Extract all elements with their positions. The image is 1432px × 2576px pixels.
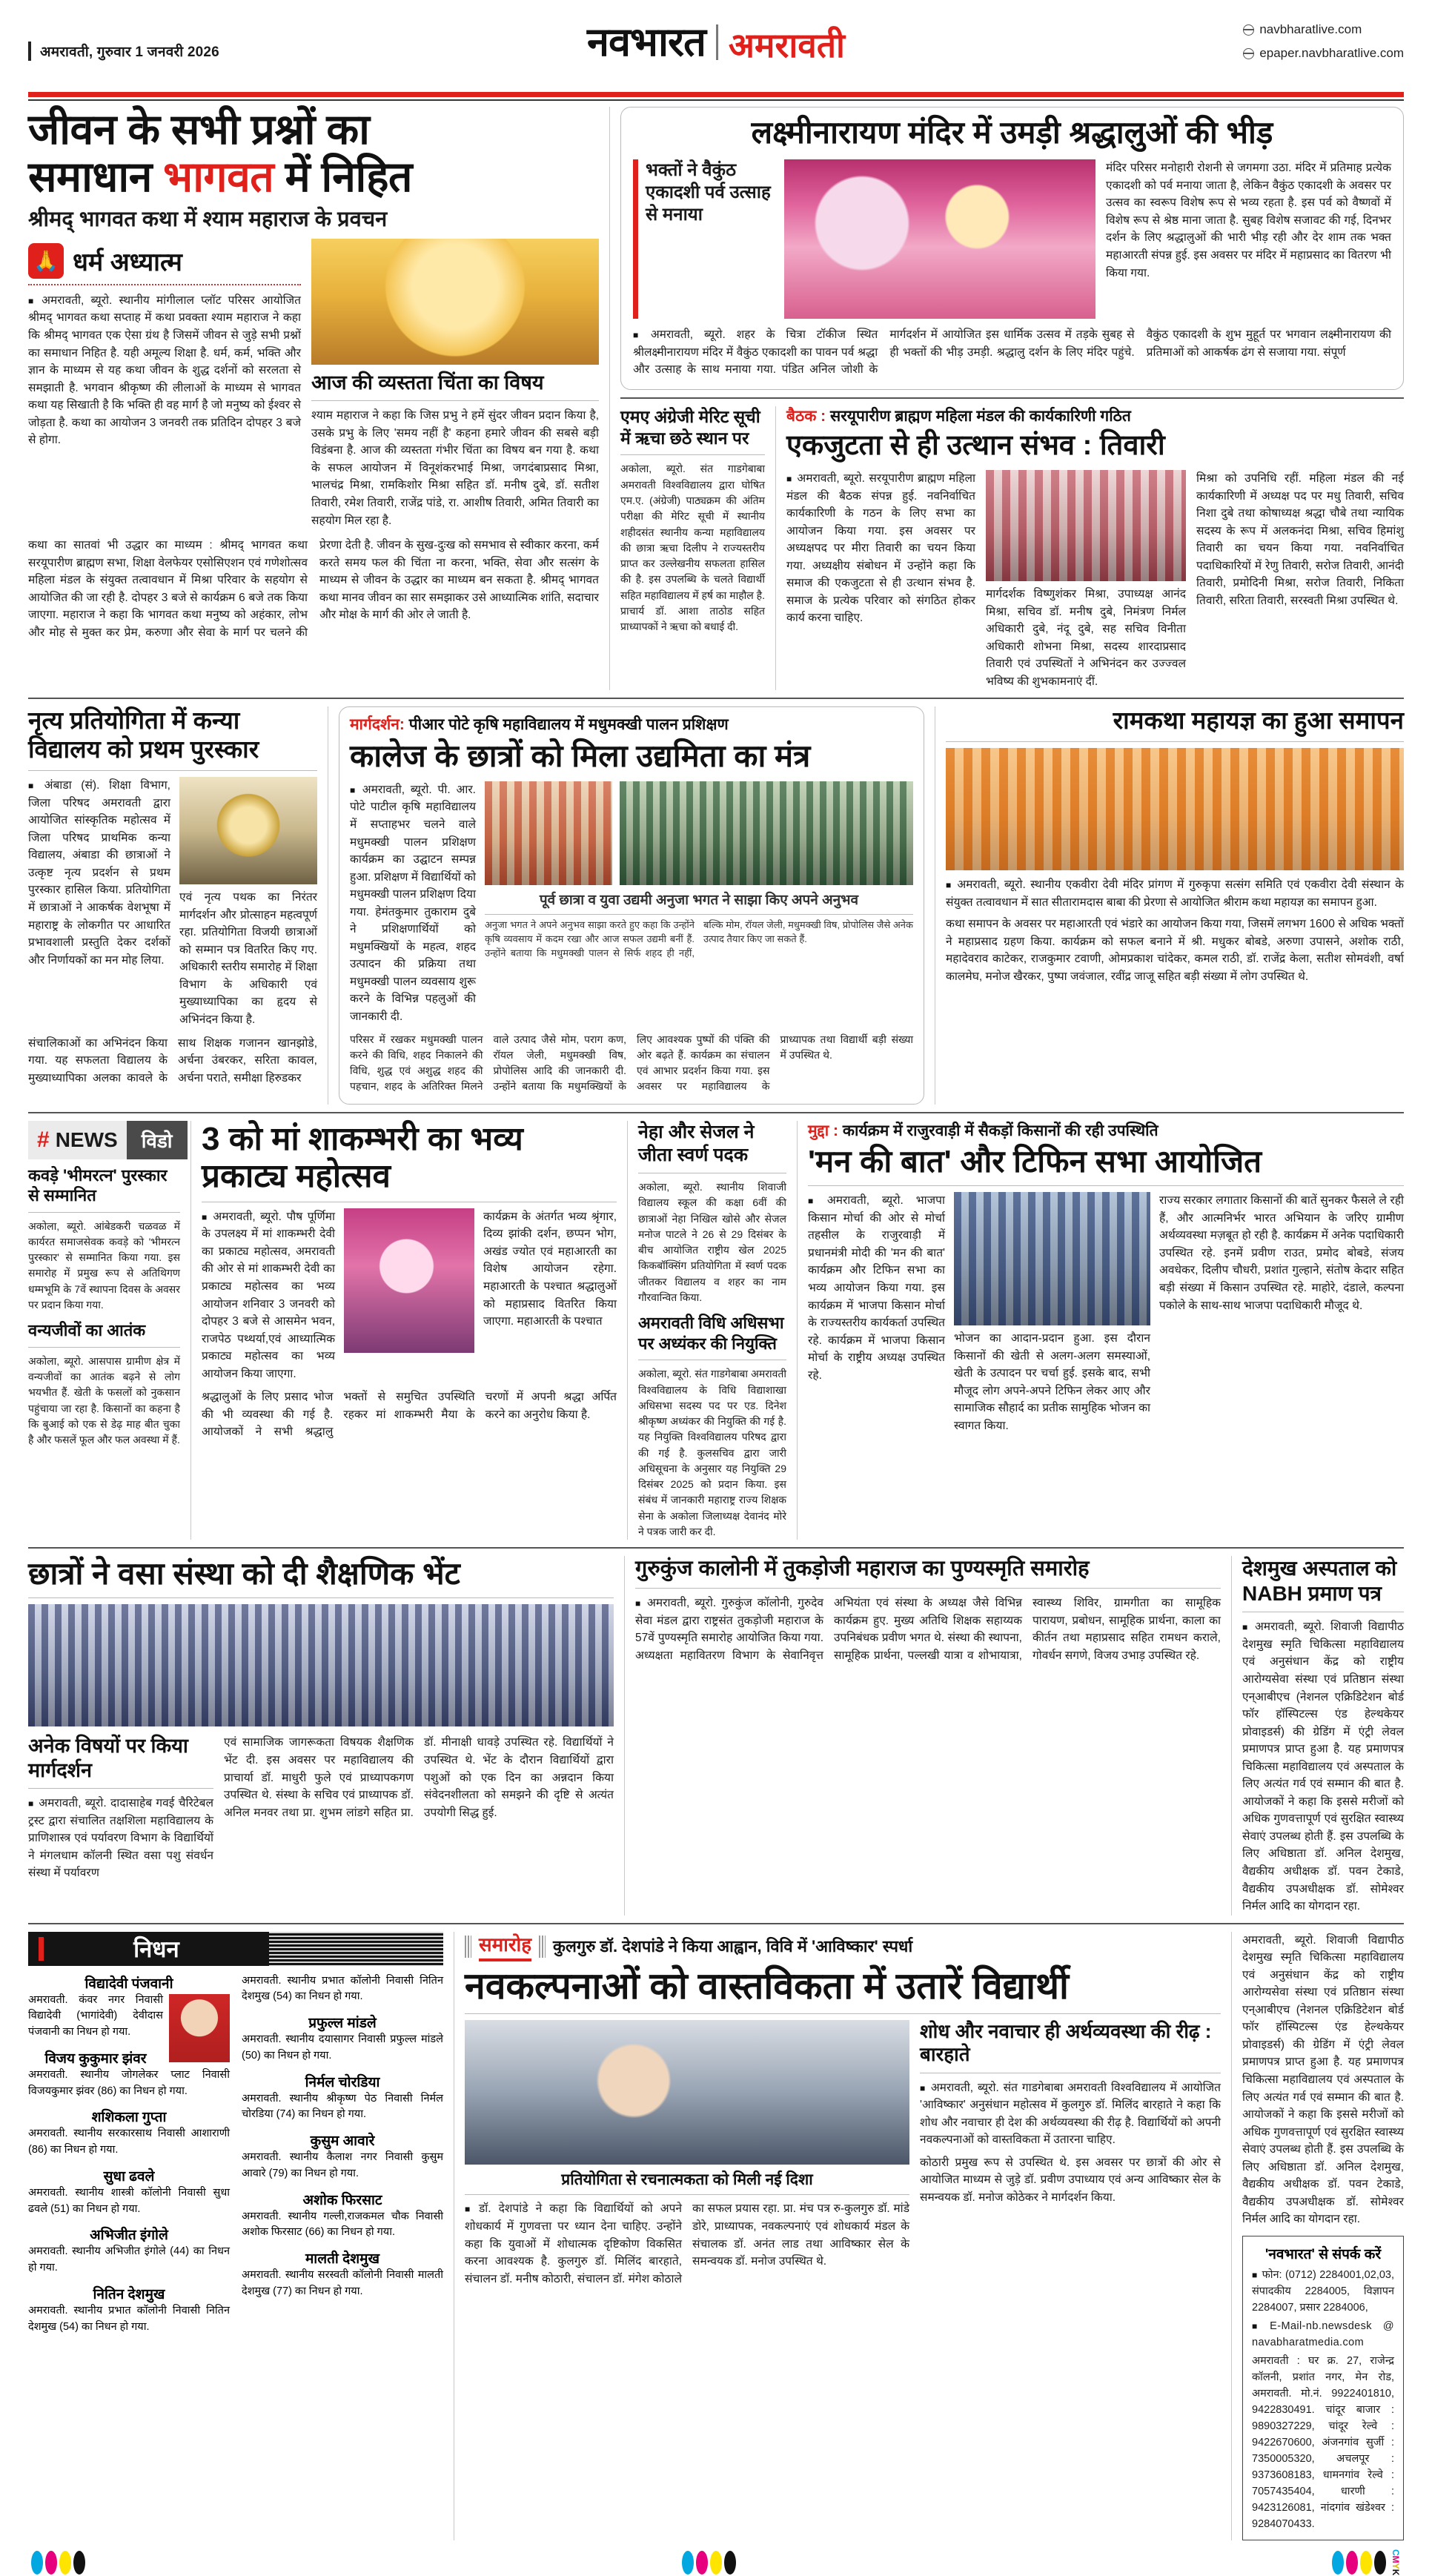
- temple-photo: [784, 159, 1095, 319]
- column-divider: [1231, 1556, 1232, 1915]
- samaroh-tag: समारोह: [479, 1932, 531, 1961]
- shakambhari-body-2: श्रद्धालुओं के लिए प्रसाद भोज की भी व्यवस्था की गई है. आयोजकों ने सभी श्रद्धालु भक्तों से समुचित उपस्थिति रहकर मां शाकम्भरी मैया के चरणों में अपनी श्रद्धा अर्पित करने का अनुरोध किया है.: [202, 1391, 617, 1439]
- gurukunj-body-3: सहित रामधन कराले, गोवर्धन सगणे, विजय उभाड़ उपस्थित रहे.: [1032, 1632, 1221, 1662]
- column-divider: [1231, 1932, 1232, 2541]
- row-community: [28, 1556, 1404, 1915]
- lead-headline: [28, 107, 599, 202]
- obituary-section: [28, 1932, 443, 2541]
- black-dot: [1374, 2551, 1386, 2575]
- vasa-body-rest: [224, 1734, 614, 1882]
- dharma-badge: [28, 243, 301, 279]
- merit-body: अकोला, ब्यूरो. संत गाडगेबाबा अमरावती विश्वविद्यालय द्वारा घोषित एम.ए. (अंग्रेजी) पाठ्यक्रम की अंतिम परीक्षा की मेरिट सूची में स्थानीय शहीदसंत स्थानीय कन्या महाविद्यालय की छात्रा ऋचा दिलीप ने राज्यस्तरीय प्राप्त कर उल्लेखनीय सफलता हासिल की है. इस उपलब्धि के चलते विद्यार्थी सहित महाविद्यालय में हर्ष का माहौल है. प्राचार्य डॉ. आशा ताठोड सहित प्राध्यापकों ने ऋचा को बधाई दी.: [620, 463, 765, 633]
- contact-address: अमरावती : घर क्र. 27, राजेन्द्र कॉलनी, प्रशांत नगर, मेन रोड, अमरावती. मो.नं. 9922401810, 9422830491. चांदूर बाजार : 9890327229, चांदूर रेल्वे : 9422670600, अंजनगांव सुर्जी : 7350005320, अचलपूर : 9373608183, धामनगांव रेल्वे : 7057435404, धारणी : 9423126081, नांदगांव खंडेश्वर : 9284070433.: [1252, 2355, 1394, 2531]
- obituary-name: अशोक फिरसाट: [302, 2192, 382, 2208]
- nabh-body: ■ अमरावती, ब्यूरो. शिवाजी विद्यापीठ देशमुख स्मृति चिकित्सा महाविद्यालय एवं अनुसंधान केंद्र को राष्ट्रीय आरोग्यसेवा संस्था एवं प्रतिष्ठान संस्था एन्आबीएच (नेशनल एक्रिडिटेशन बोर्ड फॉर हॉस्पिटल्स एंड हेल्थकेयर प्रोवाइडर्स) की ग्रेडिंग में एंट्री लेवल प्रमाणपत्र प्राप्त हुआ है. यह प्रमाणपत्र चिकित्सा महाविद्यालय एवं अस्पताल के लिए अत्यंत गर्व एवं सम्मान की बात है. आयोजकों ने कहा कि इससे मरीजों को अधिक गुणवत्तापूर्ण एवं सुरक्षित स्वास्थ्य सेवाएं उपलब्ध होती हैं. इस उपलब्धि के लिए अधिष्ठाता डॉ. अनिल देशमुख, वैद्यकीय अधीक्षक डॉ. पवन टेकाडे, वैद्यकीय उपअधीक्षक डॉ. सोमेश्वर निर्मल आदि का योगदान रहा.: [1242, 1618, 1404, 1915]
- obituary-entry: [242, 2190, 443, 2242]
- section-divider: [620, 397, 1404, 399]
- lead-photo-caption: आज की व्यस्तता चिंता का विषय: [311, 371, 544, 394]
- obituary-text: अमरावती. स्थानीय अभिजीत इंगोले (44) का निधन हो गया.: [28, 2245, 230, 2274]
- magenta-dot: [45, 2551, 57, 2575]
- dharma-badge-label: धर्म अध्यात्म: [73, 248, 182, 277]
- news-video-chip[interactable]: [28, 1121, 180, 1159]
- dance-photo-trophy: [179, 777, 317, 884]
- obituary-text: अमरावती. स्थानीय प्रभात कॉलोनी निवासी नितिन देशमुख (54) का निधन हो गया.: [242, 1974, 443, 2003]
- masthead: [0, 0, 1432, 89]
- video-chip-label[interactable]: विडो: [127, 1121, 188, 1159]
- divider: [808, 1185, 1404, 1186]
- masthead-red-rule: [28, 92, 1404, 97]
- nabh-body-overflow: अमरावती, ब्यूरो. शिवाजी विद्यापीठ देशमुख स्मृति चिकित्सा महाविद्यालय एवं अनुसंधान केंद्र को राष्ट्रीय आरोग्यसेवा संस्था एवं प्रतिष्ठान संस्था एन्आबीएच (नेशनल एक्रिडिटेशन बोर्ड फॉर हॉस्पिटल्स एंड हेल्थकेयर प्रोवाइडर्स) की ग्रेडिंग में एंट्री लेवल प्रमाणपत्र प्राप्त हुआ है. यह प्रमाणपत्र चिकित्सा महाविद्यालय एवं अस्पताल के लिए अत्यंत गर्व एवं सम्मान की बात है. आयोजकों ने कहा कि इससे मरीजों को अधिक गुणवत्तापूर्ण एवं सुरक्षित स्वास्थ्य सेवाएं उपलब्ध होती हैं. इस उपलब्धि के लिए अधिष्ठाता डॉ. अनिल देशमुख, वैद्यकीय अधीक्षक डॉ. पवन टेकाडे, वैद्यकीय उपअधीक्षक डॉ. सोमेश्वर निर्मल आदि का योगदान रहा.: [1242, 1933, 1404, 2226]
- mudda-body-3: राज्य सरकार लगातार किसानों की बातें सुनकर फैसले ले रही हैं, और आत्मनिर्भर भारत अभियान के जरिए ग्रामीण अर्थव्यवस्था मज़बूत हो रही है. कार्यक्रम में अनेक पदाधिकारी उपस्थित रहे. इनमें प्रवीण राउत, प्रमोद बोबडे, संजय अवधेकर, दिलीप चौधरी, प्रशांत गुल्हाने, संतोष केदार सहित बड़ी संख्या में किसान उपस्थित रहे. माहोरे, दंडाले, कल्पना पकोले के साथ-साथ भाजपा पदाधिकारी मौजूद थे.: [1159, 1194, 1404, 1312]
- meeting-photo: [986, 470, 1186, 581]
- meeting-kicker: [786, 406, 1404, 427]
- newspaper-logo: [587, 22, 845, 62]
- samaroh-subheadline: शोध और नवाचार ही अर्थव्यवस्था की रीढ़ : बारहाते: [920, 2020, 1212, 2066]
- shakambhari-body-3: कार्यक्रम के अंतर्गत भव्य श्रृंगार, दिव्य झांकी दर्शन, छप्पन भोग, अखंड ज्योत एवं महाआरती का विशेष आयोजन रहेगा. महाआरती के पश्चात श्रद्धालुओं को महाप्रसाद वितरित किया जाएगा. महाआरती के पश्चात: [483, 1210, 617, 1328]
- lead-headline-highlight: भागवत: [163, 153, 274, 201]
- logo-edition-text: अमरावती: [728, 26, 845, 64]
- section-divider: [28, 1923, 1404, 1924]
- samaroh-kicker-text: कुलगुरु डॉ. देशपांडे ने किया आह्वान, विवि में 'आविष्कार' स्पर्धा: [553, 1936, 913, 1956]
- merit-headline: एमए अंग्रेजी मेरिट सूची में ऋचा छठे स्थान पर: [620, 406, 760, 448]
- college-headline: कालेज के छात्रों को मिला उद्यमिता का मंत्र: [350, 738, 811, 773]
- samaroh-story: [465, 1932, 1221, 2541]
- lead-body-3: कथा का सातवां भी उद्धार का माध्यम : श्रीमद् भागवत कथा सरयूपारीण ब्राह्मण सभा, शिक्षा वेलफेयर एसोसिएशन एवं गणेशोत्सव महिला मंडल के संयुक्त तत्वावधान में मिश्रा परिवार के सहयोग से आयोजित की जा रही है. दोपहर 3 बजे से कार्यक्रम 6 बजे तक किया जाएगा. महाराज ने कहा कि भागवत कथा मनुष्य को अहंकार, लोभ और मोह से मुक्त कर प्रेम, करुणा और सेवा के मार्ग पर चलने की प्रेरणा देती है. जीवन के सुख-दुःख को समभाव से स्वीकार करना, कर्म करते समय फल की चिंता ना करना, भक्ति, सेवा और सत्संग के माध्यम से जीवन के उद्धार का माध्यम बन सकता है. श्रीमद् भागवत कथा मानव जीवन का सार समझाकर उसे आध्यात्मिक शांति, सदाचार और मोक्ष के मार्ग की ओर ले जाती है.: [28, 539, 599, 639]
- obituary-text: अमरावती. स्थानीय कैलाश नगर निवासी कुसुम आवारे (79) का निधन हो गया.: [242, 2151, 443, 2179]
- logo-main-text: नवभारत: [587, 20, 706, 64]
- ramkatha-body-1: ■ अमरावती, ब्यूरो. स्थानीय एकवीरा देवी मंदिर प्रांगण में गुरुकृपा सत्संग समिति एवं एकवीरा देवी संस्थान के संयुक्त तत्वावधान में सात सीतारामदास बाबा की प्रेरणा से आयोजित श्रीराम कथा महायज्ञ का समापन हुआ.: [946, 876, 1404, 911]
- column-divider: [797, 1121, 798, 1540]
- column-divider: [609, 107, 610, 690]
- mudda-story: [808, 1121, 1404, 1540]
- obituary-text: अमरावती. स्थानीय दयासागर निवासी प्रफुल्ल मांडले (50) का निधन हो गया.: [242, 2033, 443, 2062]
- dotted-rule: [28, 284, 301, 285]
- cmyk-letter-c: C: [1390, 2549, 1401, 2557]
- divider: [635, 1588, 1221, 1589]
- meeting-body-1: ■ अमरावती, ब्यूरो. सरयूपारीण ब्राह्मण महिला मंडल की बैठक संपन्न हुई. नवनिर्वाचित कार्यकारिणी के गठन के लिए सभा का आयोजन किया गया. इस अवसर पर अध्यक्षपद पर मीरा तिवारी का चयन किया गया. अध्यक्षीय संबोधन में उन्होंने कहा कि समाज की एकजुटता से ही उत्थान संभव है. समाज के प्रत्येक परिवार को संगठित होकर कार्य करना चाहिए.: [786, 470, 975, 690]
- college-story: [339, 706, 924, 1104]
- obituary-entry: [242, 1973, 443, 2006]
- obituary-photo: [169, 1994, 230, 2062]
- kavde-body: अकोला, ब्यूरो. आंबेडकरी चळवळ में कार्यरत समाजसेवक कवड़े को 'भीमरत्न पुरस्कार' से सम्मानित किया गया. इस समारोह में प्रमुख रूप से अतिथिगण धम्मभूमि के 7वें स्थापना दिवस के अवसर पर प्रदान किया गया.: [28, 1219, 180, 1311]
- ramkatha-story: [946, 706, 1404, 1104]
- obituary-name: शशिकला गुप्ता: [91, 2110, 167, 2126]
- meeting-kicker-text: सरयूपारीण ब्राह्मण महिला मंडल की कार्यकारिणी गठित: [830, 407, 1131, 425]
- ramkatha-body-3: कथा समापन के अवसर पर महाआरती एवं भंडारे का आयोजन किया गया, जिसमें लगभग 1600 से अधिक भक्तों ने महाप्रसाद ग्रहण किया. कार्यक्रम को सफल बनाने में श्री. मधुकर बोबडे, अरुणा उपासने, अशोक राठी, महादेवराव काटेकर, राजकुमार टवाणी, ओमप्रकाश चांदेकर, कमल राठी, डॉ. राजेंद्र केला, सतीश सोमवंशी, वर्षा कालमेघ, मनोज खैरकर, पुष्पा जवंजाल, रवींद्र जाजू सहित बड़ी संख्या में लोग उपस्थित थे.: [946, 918, 1404, 983]
- obituary-name: विद्यादेवी पंजवानी: [84, 1976, 173, 1992]
- obituary-entry: [28, 2166, 230, 2218]
- row-mixed: [28, 1121, 1404, 1540]
- stripe-icon: [539, 1936, 546, 1958]
- samaroh-body-3: कोठारी प्रमुख रूप से उपस्थित थे. इस अवसर पर छात्रों की ओर से आयोजित माध्यम से जुड़े डॉ. प्रवीण उपाध्याय एवं अन्य आविष्कार सेल के समन्वयक डॉ. मनोज कोठेकर ने मार्गदर्शन किया.: [920, 2156, 1221, 2204]
- wild-headline: वन्यजीवों का आतंक: [28, 1321, 146, 1340]
- temple-body-right: मंदिर परिसर मनोहारी रोशनी से जगमगा उठा. मंदिर में प्रतिमाह प्रत्येक एकादशी को पर्व मनाया जाता है, लेकिन वैकुंठ एकादशी के अवसर पर उत्सव का स्वरूप विशेष रूप से भव्य रहता है. इस पर्व को वैष्णवों में विशेष रूप से श्रेष्ठ माना जाता है. सुबह विशेष सजावट की गई, दिनभर दर्शन के लिए श्रद्धालुओं की भारी भीड़ रही और देर शाम तक भक्त महाआरती संपन्न हुई. इस अवसर पर मंदिर में महाप्रसाद का वितरण भी किया गया.: [1106, 162, 1391, 279]
- namaste-icon: 🙏: [28, 243, 64, 279]
- shakambhari-headline: 3 को मां शाकम्भरी का भव्य प्रकाट्य महोत्सव: [202, 1120, 523, 1195]
- college-body-3: अनुजा भगत ने अपने अनुभव साझा करते हुए कहा कि उन्होंने कृषि व्यवसाय में कदम रखा और आज सफल उद्यमी बनीं हैं. उन्होंने बताया कि मधुमक्खी पालन से सिर्फ शहद ही नहीं, बल्कि मोम, रॉयल जेली, मधुमक्खी विष, प्रोपोलिस जैसे अनेक उत्पाद तैयार किए जा सकते हैं.: [485, 919, 913, 959]
- kavde-headline: कवड़े 'भीमरत्न' पुरस्कार से सम्मानित: [28, 1165, 168, 1205]
- college-photo-training: [485, 781, 612, 885]
- cyan-dot: [682, 2551, 694, 2575]
- cmyk-letter-y: Y: [1390, 2563, 1401, 2570]
- obituary-name: मालती देशमुख: [305, 2251, 380, 2268]
- obituary-name: विजय कुकुमार झंवर: [44, 2050, 147, 2067]
- cmyk-letter-k: K: [1390, 2569, 1401, 2576]
- gurukunj-headline: गुरुकुंज कालोनी में तुकड़ोजी महाराज का पुण्यस्मृति समारोह: [635, 1557, 1090, 1581]
- red-accent-bar: [633, 159, 638, 319]
- obituary-entry: [242, 2072, 443, 2124]
- law-body: अकोला, ब्यूरो. संत गाडगेबाबा अमरावती विश्वविद्यालय के विधि विद्याशाखा अधिसभा सदस्य पद पर एड. दिनेश श्रीकृष्ण अध्यंकर की नियुक्ति की गई है. यह नियुक्ति विश्वविद्यालय परिषद द्वारा की गई है. कुलसचिव द्वारा जारी अधिसूचना के अनुसार यह नियुक्ति 29 दिसंबर 2025 को प्रदान किया. इस संबंध में जानकारी महाराष्ट्र राज्य शिक्षक सेना के अकोला जिलाध्यक्ष देवानंद मोरे ने पत्रक जारी कर दी.: [638, 1368, 786, 1537]
- vasa-headline: छात्रों ने वसा संस्था को दी शैक्षणिक भेंट: [28, 1556, 460, 1592]
- mudda-tag: मुद्दा :: [808, 1122, 838, 1139]
- samaroh-body-2: ■ डॉ. देशपांडे ने कहा कि विद्यार्थियों को अपने शोधकार्य में गुणवत्ता पर ध्यान देना चाहिए. उन्होंने कहा कि युवाओं में शोधात्मक दृष्टिकोण विकसित करना आवश्यक है. कुलगुरु डॉ. मिलिंद बारहाते, संचालन डॉ. मनीष कोठारी, संचालन डॉ. मंगेश कोठाले का सफल प्रयास रहा.: [465, 2202, 780, 2285]
- sports-law-column: [638, 1121, 786, 1540]
- globe-icon: [1243, 48, 1254, 59]
- cmyk-label: [1390, 2549, 1401, 2575]
- divider: [28, 1212, 180, 1213]
- college-body-rest: [350, 1032, 913, 1095]
- neha-body: अकोला, ब्यूरो. स्थानीय शिवाजी विद्यालय स्कूल की कक्षा 6वीं की छात्राओं नेहा निखिल खोसे और सेजल मनोज पाटले ने 26 से 29 दिसंबर के बीच आयोजित राष्ट्रीय खेल 2025 किकबॉक्सिंग प्रतियोगिता में स्वर्ण पदक जीतकर विद्यालय व शहर का नाम गौरवान्वित किया.: [638, 1181, 786, 1303]
- contact-column: [1242, 1932, 1404, 2541]
- website-url-main: navbharatlive.com: [1259, 22, 1362, 36]
- shakambhari-body-1: ■ अमरावती, ब्यूरो. पौष पूर्णिमा के उपलक्ष्य में मां शाकम्भरी देवी का प्रकाट्य महोत्सव, अमरावती की ओर से मां शाकम्भरी देवी का प्रकाट्य महोत्सव का भव्य आयोजन शनिवार 3 जनवरी को दोपहर 3 बजे से आसमेन भवन, राजपेठ पथ्थर्या,एवं आध्यात्मिक प्रकाट्य महोत्सव का भव्य आयोजन किया जाएगा.: [202, 1208, 335, 1383]
- samaroh-body-1: ■ अमरावती, ब्यूरो. संत गाडगेबाबा अमरावती विश्वविद्यालय में आयोजित 'आविष्कार' अनुसंधान महोत्सव में कुलगुरु डॉ. मिलिंद बारहाते ने कहा कि शोध और नवाचार ही देश की अर्थव्यवस्था की रीढ़ है. विद्यार्थियों को अपनी नवकल्पनाओं को वास्तविकता में उतारना चाहिए.: [920, 2079, 1221, 2149]
- mudda-kicker-text: कार्यक्रम में राजुरवाड़ी में सैकड़ों किसानों की रही उपस्थिति: [842, 1122, 1158, 1139]
- mudda-body-1: ■ अमरावती, ब्यूरो. भाजपा किसान मोर्चा की ओर से मोर्चा तहसील के राजुरवाड़ी में प्रधानमंत्री मोदी की 'मन की बात' कार्यक्रम और टिफिन सभा का भव्य आयोजन किया गया. इस कार्यक्रम में भाजपा किसान मोर्चा के राज्यस्तरीय कार्यकर्ता उपस्थित रहे. कार्यक्रम में भाजपा किसान मोर्चा के राष्ट्रीय अध्यक्ष उपस्थित रहे.: [808, 1192, 945, 1434]
- shakambhari-photo: [344, 1208, 474, 1353]
- divider: [28, 1347, 180, 1348]
- temple-box: [620, 107, 1404, 390]
- contact-box: [1242, 2236, 1404, 2541]
- neha-headline: नेहा और सेजल ने जीता स्वर्ण पदक: [638, 1121, 755, 1165]
- magenta-dot: [1346, 2551, 1358, 2575]
- row-education: [28, 706, 1404, 1104]
- contact-title: 'नवभारत' से संपर्क करें: [1264, 2246, 1382, 2262]
- vasa-body-3: संवेदनशीलता को समझने की दृष्टि से अत्यंत उपयोगी सिद्ध हुई.: [424, 1789, 614, 1819]
- vasa-body-2: एवं सामाजिक जागरूकता विषयक शैक्षणिक भेंट दी. इस अवसर पर महाविद्यालय की प्राचार्या डॉ. माधुरी फुले एवं प्राध्यापकगण उपस्थित थे. संस्था के सचिव एवं प्राध्यापक डॉ. अनिल मनवर तथा प्रा. शुभम लांडगे सहित प्रा. डॉ. मीनाक्षी धावड़े उपस्थित रहे. विद्यार्थियों ने उपस्थित थे. भेंट के दौरान विद्यार्थियों द्वारा पशुओं को एक दिन का अन्नदान किया: [224, 1736, 614, 1819]
- divider: [28, 1788, 213, 1789]
- mudda-kicker: [808, 1121, 1404, 1142]
- samaroh-body-4: प्रा. मंच पत्र रु-कुलगुरु डॉ. मांडे डोरे, प्राध्यापक, नवकल्पनाएं एवं शोधकार्य मंडल के संचालक डॉ. अनंत लाड तथा आविष्कार सेल के समन्वयक डॉ. मनोज उपस्थित थे.: [692, 2202, 909, 2268]
- gurukunj-body-2: जैसे विभिन्न कार्यक्रम हुए. मुख्य अतिथि शिक्षक सहाय्यक उपनिबंधक प्रवीण भगत थे. संस्था की स्थापना, सामूहिक प्रार्थना, पल्लखी यात्रा व शोभायात्रा, स्वास्थ्य शिविर, ग्रामगीता का सामूहिक पारायण, प्रबोधन, सामूहिक प्रार्थना, काला का कीर्तन तथा महाप्रसाद: [834, 1596, 1221, 1662]
- section-divider: [28, 1112, 1404, 1113]
- magenta-dot: [696, 2551, 708, 2575]
- website-links: [1243, 18, 1404, 66]
- band-stripes: [269, 1932, 443, 1966]
- obituary-text: अमरावती. स्थानीय श्रीकृष्ण पेठ निवासी निर्मल चोरडिया (74) का निधन हो गया.: [242, 2092, 443, 2121]
- website-url-epaper: epaper.navbharatlive.com: [1259, 46, 1404, 61]
- row-bottom: [28, 1932, 1404, 2541]
- divider: [620, 454, 765, 455]
- obituary-band: [28, 1932, 443, 1966]
- obituary-name: कुसुम आवारे: [310, 2133, 375, 2150]
- college-kicker-text: पीआर पोटे कृषि महाविद्यालय में मधुमक्खी पालन प्रशिक्षण: [408, 716, 729, 734]
- divider: [465, 2013, 1221, 2014]
- logo-divider: [716, 24, 718, 60]
- meeting-body-2: मार्गदर्शक विष्णुशंकर मिश्रा, उपाध्यक्ष आनंद मिश्रा, सचिव डॉ. मनीष दुबे, निमंत्रण निर्मल अधिकारी दुबे, नंदू दुबे, सह सचिव विनीता अधिकारी शोभना मिश्रा, सदस्य शारदाप्रसाद तिवारी एवं उपस्थितों ने अभिनंदन कर उज्ज्वल भविष्य की शुभकामनाएं दीं.: [986, 587, 1186, 688]
- stripe-icon: [465, 1936, 471, 1958]
- obituary-text: अमरावती. स्थानीय सरकारसाथ निवासी आशाराणी (86) का निधन हो गया.: [28, 2128, 230, 2156]
- cmyk-right: [1332, 2549, 1401, 2575]
- dateline: अमरावती, गुरुवार 1 जनवरी 2026: [28, 42, 219, 61]
- column-divider: [624, 1556, 625, 1915]
- vasa-photo: [28, 1604, 614, 1726]
- section-divider: [28, 1547, 1404, 1549]
- row-merit-meeting: [620, 406, 1404, 690]
- obituary-name: नितिन देशमुख: [93, 2286, 165, 2302]
- black-dot: [724, 2551, 736, 2575]
- contact-email[interactable]: ■ E-Mail-nb.newsdesk @ navabharatmedia.com: [1252, 2318, 1394, 2351]
- obituary-entry: [242, 2130, 443, 2182]
- cmyk-letter-m: M: [1390, 2556, 1401, 2564]
- website-link-epaper[interactable]: [1243, 42, 1404, 65]
- temple-subdeck-text: भक्तों ने वैकुंठ एकादशी पर्व उत्साह से मनाया: [646, 160, 771, 225]
- obituary-name: सुधा ढवले: [103, 2168, 155, 2185]
- obituary-band-title: निधन: [133, 1936, 179, 1962]
- black-dot: [73, 2551, 85, 2575]
- obituary-entry: [28, 2284, 230, 2336]
- lead-headline-line1: जीवन के सभी प्रश्नों का: [28, 106, 370, 153]
- samaroh-kicker: [465, 1932, 1221, 1961]
- news-video-column: [28, 1121, 180, 1540]
- mudda-body-2: भोजन का आदान-प्रदान हुआ. इस दौरान किसानों की खेती से अलग-अलग समस्याओं, खेती के उत्पादन पर चर्चा हुई. इसके बाद, सभी मौजूद लोग अपने-अपने टिफिन लेकर आए और सामाजिक सौहार्द का प्रतीक सामुहिक भोजन का स्वागत किया.: [954, 1332, 1150, 1432]
- dance-story: [28, 706, 317, 1104]
- college-box: [339, 706, 924, 1104]
- obituary-text: अमरावती. स्थानीय सरस्वती कॉलोनी निवासी मालती देशमुख (77) का निधन हो गया.: [242, 2269, 443, 2297]
- obituary-text: अमरावती. कंवर नगर निवासी विद्यादेवी (भागांदेवी) देवीदास पंजवानी का निधन हो गया.: [28, 1993, 163, 2039]
- dance-body-1: ■ अंबाडा (सं). शिक्षा विभाग, जिला परिषद अमरावती द्वारा आयोजित सांस्कृतिक महोत्सव में जिला परिषद प्राथमिक कन्या विद्यालय, अंबाडा की छात्राओं ने उत्कृष्ट नृत्य प्रदर्शन से प्रथम पुरस्कार हासिल किया. प्रतियोगिता में छात्राओं ने आकर्षक वेशभूषा में महाराष्ट्र के लोकगीत पर आधारित प्रभावशाली प्रस्तुति देकर दर्शकों और निर्णायकों का मन मोह लिया.: [28, 777, 170, 1028]
- nabh-story: [1242, 1556, 1404, 1915]
- obituary-entry: [28, 1973, 230, 2041]
- ramkatha-photo: [946, 748, 1404, 870]
- obituary-col-2: [242, 1973, 443, 2343]
- lead-headline-line2c: में निहित: [274, 153, 412, 201]
- column-divider: [190, 1121, 191, 1540]
- college-body-1: ■ अमरावती, ब्यूरो. पी. आर. पोटे पाटील कृषि महाविद्यालय में सप्ताहभर चलने वाले मधुमक्खी पालन प्रशिक्षण कार्यक्रम का उद्घाटन सम्पन्न हुआ. प्रशिक्षण में विद्यार्थियों को मधुमक्खी पालन प्रशिक्षण दिया गया. हेमंतकुमार तुकाराम दुबे ने प्रशिक्षणार्थियों को मधुमक्खियों के महत्व, शहद उत्पादन की प्रक्रिया तथा मधुमक्खी पालन व्यवसाय शुरू करने के विभिन्न पहलुओं की जानकारी दी.: [350, 781, 476, 1026]
- vasa-story: [28, 1556, 614, 1915]
- cmyk-registration-marks: [28, 2549, 1404, 2575]
- obituary-entry: [242, 2248, 443, 2300]
- lead-headline-line2a: समाधान: [28, 153, 164, 201]
- lead-body-2: श्याम महाराज ने कहा कि जिस प्रभु ने हमें सुंदर जीवन प्रदान किया है, उसके प्रभु के लिए 'समय नहीं है' कहना हमारे जीवन की सबसे बड़ी विडंबना है. आज की व्यस्तता गंभीर चिंता का विषय बन गया है. कथा के सफल आयोजन में विनूशंकरभाई मिश्रा, जगदंबाप्रसाद मिश्रा, भालचंद्र मिश्रा, रामकिशोर मिश्रा सहित डॉ. मनीष दुबे, डॉ. सतीश तिवारी, रमेश तिवारी, राजेंद्र पांडे, रा. आशीष तिवारी, अमित तिवारी का सहयोग मिल रहा है.: [311, 409, 599, 527]
- obituary-col-1: [28, 1973, 230, 2343]
- obituary-text: अमरावती. स्थानीय शास्त्री कॉलोनी निवासी सुधा ढवले (51) का निधन हो गया.: [28, 2186, 230, 2215]
- gurukunj-body-1: ■ अमरावती, ब्यूरो. गुरुकुंज कॉलोनी, गुरुदेव सेवा मंडल द्वारा राष्ट्रसंत तुकड़ोजी महाराज के 57वें पुण्यस्मृति समारोह आयोजित किया गया. अध्यक्षता महावितरण विभाग के सेवानिवृत्त अभियंता एवं संस्था के अध्यक्ष: [635, 1597, 967, 1662]
- college-kicker: [350, 715, 913, 735]
- meeting-tag: बैठक :: [786, 407, 826, 425]
- meeting-headline: एकजुटता से ही उत्थान संभव : तिवारी: [786, 430, 1165, 462]
- section-divider: [28, 698, 1404, 699]
- cmyk-center: [682, 2551, 736, 2575]
- column-divider: [775, 406, 776, 690]
- meeting-story: [786, 406, 1404, 690]
- ramkatha-headline: रामकथा महायज्ञ का हुआ समापन: [1113, 706, 1404, 735]
- red-accent-bar: [39, 1937, 44, 1961]
- obituary-entry: [28, 2225, 230, 2277]
- temple-subdeck: [633, 159, 774, 319]
- college-tag: मार्गदर्शन:: [350, 716, 405, 734]
- college-body-2: परिसर में रखकर मधुमक्खी पालन करने की विधि, शहद निकालने की विधि, शुद्ध एवं अशुद्ध शहद की पहचान, शहद के अतिरिक्त मिलने वाले उत्पाद: [350, 1033, 537, 1093]
- samaroh-headline: नवकल्पनाओं को वास्तविकता में उतारें विद्यार्थी: [465, 1964, 1070, 2007]
- obituary-entry: [242, 2013, 443, 2065]
- dance-body-3: एवं नृत्य पथक का निरंतर मार्गदर्शन और प्रोत्साहन महत्वपूर्ण रहा. प्रतियोगिता विजयी छात्राओं को सम्मान पत्र वितरित किए गए. अधिकारी स्तरीय समारोह में शिक्षा विभाग के अधिकारी एवं मुख्याध्यापिका का हृदय से अभिनंदन किया है.: [179, 891, 317, 1026]
- obituary-name: प्रफुल्ल मांडले: [308, 2016, 377, 2032]
- college-photo-group: [620, 781, 913, 885]
- yellow-dot: [1360, 2551, 1372, 2575]
- divider: [28, 770, 317, 771]
- divider: [311, 400, 599, 401]
- cmyk-left: [31, 2551, 85, 2575]
- mudda-headline: 'मन की बात' और टिफिन सभा आयोजित: [808, 1143, 1262, 1179]
- column-divider: [627, 1121, 628, 1540]
- nabh-headline: देशमुख अस्पताल को NABH प्रमाण पत्र: [1242, 1557, 1397, 1605]
- website-link-main[interactable]: [1243, 18, 1404, 42]
- contact-phone[interactable]: ■ फोन: (0712) 2284001,02,03, संपादकीय 2284005, विज्ञापन 2284007, प्रसार 2284006,: [1252, 2267, 1394, 2316]
- wild-body: अकोला, ब्यूरो. आसपास ग्रामीण क्षेत्र में वन्यजीवों का आतंक बढ़ने से लोग भयभीत हैं. खेती के फसलों को नुकसान पहुंचाया जा रहा है. किसानों का कहना है कि बुआई को एक से डेढ़ माह बीत चुका है और फसलें फूल और फल अवस्था में हैं.: [28, 1354, 180, 1446]
- obituary-text: अमरावती. स्थानीय जोगलेकर प्लाट निवासी विजयकुमार झंवर (86) का निधन हो गया.: [28, 2068, 230, 2097]
- college-photo-caption: पूर्व छात्रा व युवा उद्यमी अनुजा भगत ने साझा किए अपने अनुभव: [485, 890, 913, 915]
- temple-story: [620, 107, 1404, 690]
- samaroh-body-lower: [465, 2200, 909, 2288]
- obituary-name: अभिजीत इंगोले: [90, 2228, 168, 2244]
- dance-body-2: संचालिकाओं का अभिनंदन किया गया. यह सफलता विद्यालय के मुख्याध्यापिका अलका कावले के साथ शिक्षक गजानन खानझोडे, अर्चना उंबरकर, सरिता कावल, अर्चना पराते, समीक्षा हिरुडकर: [28, 1036, 317, 1085]
- dance-headline: नृत्य प्रतियोगिता में कन्या विद्यालय को प्रथम पुरस्कार: [28, 706, 259, 764]
- gurukunj-story: [635, 1556, 1221, 1915]
- news-chip-label: NEWS: [55, 1128, 118, 1151]
- samaroh-photo: [465, 2020, 909, 2165]
- lead-deck: श्रीमद् भागवत कथा में श्याम महाराज के प्रवचन: [28, 207, 388, 231]
- lead-photo-krishna: [311, 239, 599, 365]
- cyan-dot: [31, 2551, 43, 2575]
- divider: [946, 741, 1404, 742]
- yellow-dot: [59, 2551, 71, 2575]
- vasa-body-1: ■ अमरावती, ब्यूरो. दादासाहेब गवई चैरिटेबल ट्रस्ट द्वारा संचालित तक्षशिला महाविद्यालय के प्राणिशास्त्र एवं पर्यावरण विभाग के विद्यार्थियों ने मंगलधाम कॉलनी स्थित वसा पशु संवर्धन संस्था में पर्यावरण: [28, 1795, 213, 1882]
- obituary-name: निर्मल चोरडिया: [305, 2074, 380, 2090]
- college-body-4: जैसे मोम, पराग कण, रॉयल जेली, मधुमक्खी विष, प्रोपोलिस आदि की जानकारी दी. उन्होंने बताया कि मधुमक्खियों के लिए आवश्यक पुष्पों की पंक्ति की ओर बढ़ते हैं. कार्यक्रम का संचालन एवं आभार प्रदर्शन किया गया. इस अवसर पर महाविद्यालय के प्राध्यापक तथा विद्यार्थी बड़ी संख्या में उपस्थित थे.: [493, 1033, 913, 1093]
- samaroh-photo-caption: प्रतियोगिता से रचनात्मकता को मिली नई दिशा: [465, 2171, 909, 2195]
- obituary-text: अमरावती. स्थानीय गल्ली,राजकमल चौक निवासी अशोक फिरसाट (66) का निधन हो गया.: [242, 2210, 443, 2239]
- yellow-dot: [710, 2551, 722, 2575]
- obituary-text: अमरावती. स्थानीय प्रभात कॉलोनी निवासी नितिन देशमुख (54) का निधन हो गया.: [28, 2304, 230, 2333]
- mudda-photo: [954, 1192, 1150, 1325]
- row-lead: [28, 107, 1404, 690]
- obituary-entry: [28, 2107, 230, 2159]
- lead-story: [28, 107, 599, 690]
- globe-icon: [1243, 24, 1254, 36]
- lead-body-1: ■ अमरावती, ब्यूरो. स्थानीय मांगीलाल प्लॉट परिसर आयोजित श्रीमद् भागवत कथा सप्ताह में कथा प्रवक्ता श्याम महाराज ने कहा कि श्रीमद् भागवत एक ऐसा ग्रंथ है जिसमें जीवन से जुड़े सभी प्रश्नों का समाधान निहित है. यही अमूल्य शिक्षा है. धर्म, कर्म, भक्ति और ज्ञान के माध्यम से यह कथा जीवन के शुद्ध दर्शनों को सरलता से समझाती है. भगवान श्रीकृष्ण की लीलाओं के माध्यम से भागवत कथा यह सिखाती है कि भक्ति ही वह मार्ग है जो मनुष्य को ईश्वर से जोड़ता है. कथा का आयोजन 3 जनवरी तक प्रतिदिन दोपहर 3 बजे से होगा.: [28, 292, 301, 449]
- merit-story: [620, 406, 765, 690]
- hash-icon: #: [37, 1127, 50, 1152]
- vasa-subheadline: अनेक विषयों पर किया मार्गदर्शन: [28, 1735, 188, 1781]
- shakambhari-story: [202, 1121, 617, 1540]
- divider: [28, 1597, 614, 1598]
- law-headline: अमरावती विधि अधिसभा पर अध्यंकर की नियुक्ति: [638, 1314, 784, 1353]
- temple-body-left: ■ अमरावती, ब्यूरो. शहर के चित्रा टॉकीज स्थित श्रीलक्ष्मीनारायण मंदिर में वैकुंठ एकादशी का पावन पर्व श्रद्धा और उत्साह के साथ मनाया गया. पंडित अनिल जोशी के मार्गदर्शन में आयोजित इस धार्मिक उत्सव में तड़के सुबह से ही भक्तों की भीड़ उमड़ी. श्रद्धालु दर्शन के लिए मंदिर पहुंचे. वैकुंठ एकादशी के शुभ मुहूर्त पर भगवान लक्ष्मीनारायण की प्रतिमाओं को आकर्षक ढंग से सजाया गया. संपूर्ण: [633, 326, 1391, 379]
- news-chip-left: [28, 1121, 127, 1159]
- gurukunj-body: [635, 1595, 1221, 1664]
- temple-headline: लक्ष्मीनारायण मंदिर में उमड़ी श्रद्धालुओं की भीड़: [751, 115, 1273, 150]
- cyan-dot: [1332, 2551, 1344, 2575]
- meeting-body-3: मिश्रा को उपनिधि रहीं. महिला मंडल की नई कार्यकारिणी में अध्यक्ष पद पर मधु तिवारी, सचिव निशा दुबे तथा कोषाध्यक्ष श्रद्धा चौबे तथा न्यायिक सदस्य के रूप में अलकनंदा मिश्रा, सचिव हिमांशु तिवारी का चयन किया गया. नवनिर्वाचित पदाधिकारियों में रेणु तिवारी, सरोज तिवारी, आनंदी तिवारी, प्रमोदिनी मिश्रा, सरोज तिवारी, निकिता तिवारी, सरिता तिवारी, सरस्वती मिश्रा उपस्थित थे.: [1196, 471, 1404, 607]
